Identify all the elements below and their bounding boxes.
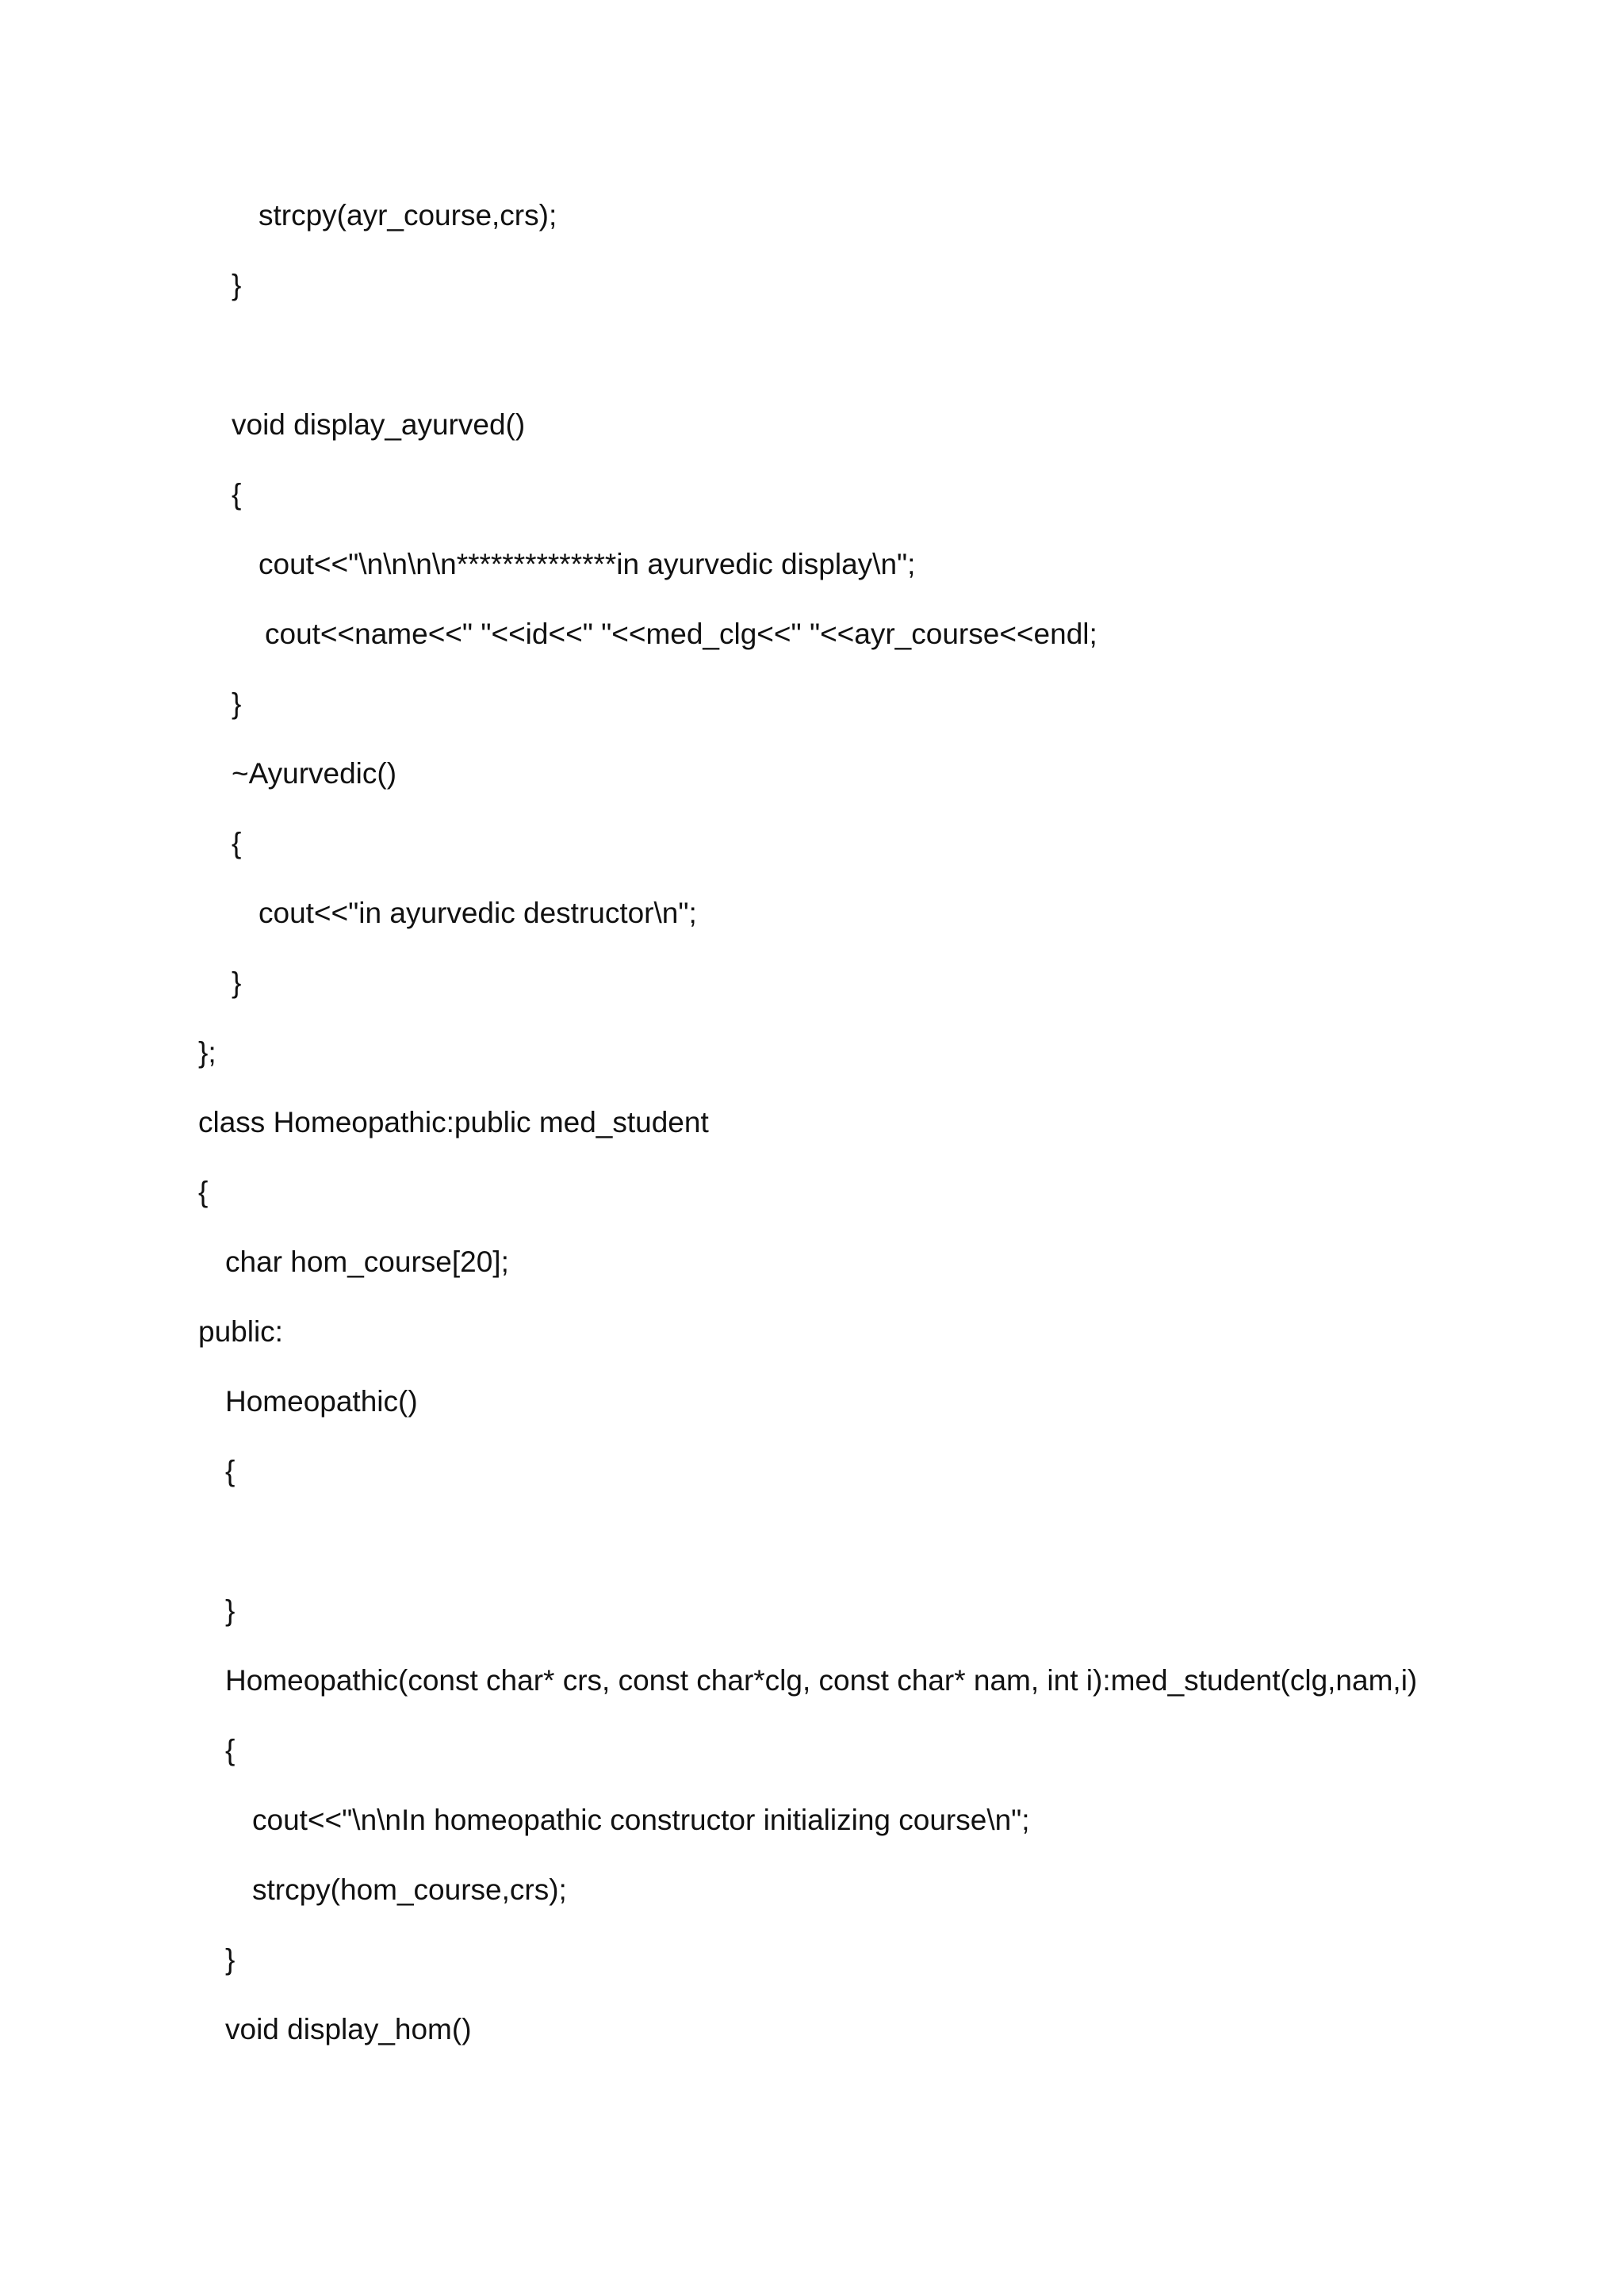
code-line: { <box>232 827 242 859</box>
code-line: cout<<name<<" "<<id<<" "<<med_clg<<" "<<ayr_course<<endl; <box>265 618 1097 650</box>
code-line: void display_ayurved() <box>232 408 526 441</box>
code-line: } <box>225 1943 236 1976</box>
code-line: class Homeopathic:public med_student <box>198 1106 709 1138</box>
code-line: Homeopathic(const char* crs, const char*clg, const char* nam, int i):med_student(clg,nam,i) <box>225 1664 1418 1697</box>
code-line: } <box>232 687 242 720</box>
code-line: char hom_course[20]; <box>225 1246 509 1278</box>
code-line: }; <box>198 1036 216 1069</box>
code-line: cout<<"\n\nIn homeopathic constructor initializing course\n"; <box>252 1804 1030 1836</box>
code-line: cout<<"\n\n\n\n**************in ayurvedic display\n"; <box>259 548 916 580</box>
code-line: void display_hom() <box>225 2013 472 2045</box>
code-line: public: <box>198 1315 283 1348</box>
code-line: } <box>232 966 242 999</box>
code-line: Homeopathic() <box>225 1385 418 1418</box>
code-line: { <box>225 1734 236 1766</box>
code-line: { <box>225 1455 236 1487</box>
code-line: strcpy(ayr_course,crs); <box>259 199 557 232</box>
code-line: } <box>225 1594 236 1627</box>
code-line: } <box>232 269 242 301</box>
code-line: { <box>198 1176 209 1208</box>
code-line: { <box>232 478 242 511</box>
code-line: ~Ayurvedic() <box>232 757 397 790</box>
code-line: strcpy(hom_course,crs); <box>252 1873 567 1906</box>
code-line: cout<<"in ayurvedic destructor\n"; <box>259 897 697 929</box>
